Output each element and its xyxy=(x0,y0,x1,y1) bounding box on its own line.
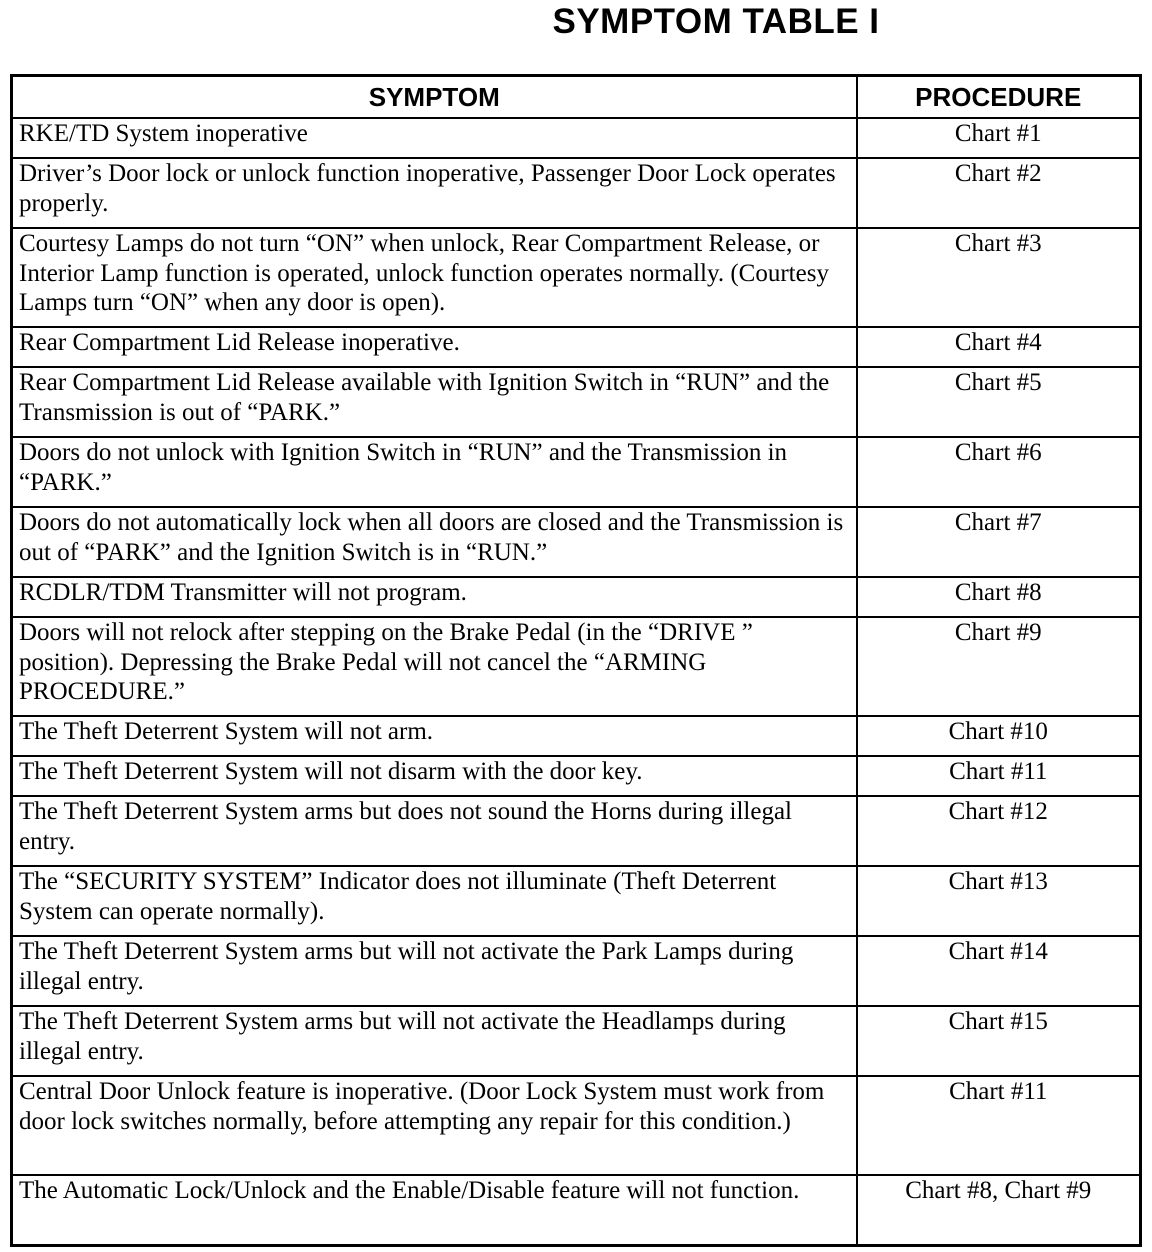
table-row xyxy=(12,796,1141,866)
symptom-cell: Rear Compartment Lid Release available with Ignition Switch in “RUN” and the Transmission is out of “PARK.” xyxy=(12,367,857,437)
table-row xyxy=(12,716,1141,756)
procedure-cell: Chart #9 xyxy=(857,617,1141,716)
symptom-cell: The Automatic Lock/Unlock and the Enable/Disable feature will not function. xyxy=(12,1175,857,1245)
table-row xyxy=(12,437,1141,507)
procedure-cell: Chart #5 xyxy=(857,367,1141,437)
symptom-cell: RCDLR/TDM Transmitter will not program. xyxy=(12,577,857,617)
symptom-cell: The Theft Deterrent System arms but does not sound the Horns during illegal entry. xyxy=(12,796,857,866)
table-row xyxy=(12,1006,1141,1076)
symptom-cell: The Theft Deterrent System arms but will not activate the Park Lamps during illegal entry. xyxy=(12,936,857,1006)
procedure-cell: Chart #3 xyxy=(857,228,1141,327)
table-row xyxy=(12,228,1141,327)
symptom-cell: RKE/TD System inoperative xyxy=(12,118,857,158)
table-row xyxy=(12,327,1141,367)
symptom-cell: The Theft Deterrent System arms but will not activate the Headlamps during illegal entry. xyxy=(12,1006,857,1076)
table-row xyxy=(12,577,1141,617)
procedure-cell: Chart #13 xyxy=(857,866,1141,936)
table-row xyxy=(12,617,1141,716)
table-row xyxy=(12,367,1141,437)
symptom-cell: Doors do not automatically lock when all doors are closed and the Transmission is out of “PARK” and the Ignition Switch is in “RUN.” xyxy=(12,507,857,577)
procedure-cell: Chart #15 xyxy=(857,1006,1141,1076)
table-row xyxy=(12,1175,1141,1245)
procedure-cell: Chart #10 xyxy=(857,716,1141,756)
table-header xyxy=(12,76,1141,119)
symptom-cell: Rear Compartment Lid Release inoperative. xyxy=(12,327,857,367)
procedure-cell: Chart #11 xyxy=(857,1076,1141,1175)
table-row xyxy=(12,507,1141,577)
symptom-cell: Doors will not relock after stepping on the Brake Pedal (in the “DRIVE ” position). Depressing the Brake Pedal will not cancel the “ARMING PROCEDURE.” xyxy=(12,617,857,716)
procedure-cell: Chart #8 xyxy=(857,577,1141,617)
procedure-cell: Chart #2 xyxy=(857,158,1141,228)
table-row xyxy=(12,118,1141,158)
procedure-cell: Chart #1 xyxy=(857,118,1141,158)
symptom-cell: Driver’s Door lock or unlock function inoperative, Passenger Door Lock operates properly. xyxy=(12,158,857,228)
symptom-table xyxy=(10,74,1142,1247)
procedure-cell: Chart #14 xyxy=(857,936,1141,1006)
symptom-cell: Courtesy Lamps do not turn “ON” when unlock, Rear Compartment Release, or Interior Lamp function is operated, unlock function operates normally. (Courtesy Lamps turn “ON” when any door is open). xyxy=(12,228,857,327)
procedure-cell: Chart #12 xyxy=(857,796,1141,866)
symptom-cell: Doors do not unlock with Ignition Switch in “RUN” and the Transmission in “PARK.” xyxy=(12,437,857,507)
procedure-cell: Chart #6 xyxy=(857,437,1141,507)
procedure-cell: Chart #8, Chart #9 xyxy=(857,1175,1141,1245)
symptom-cell: The Theft Deterrent System will not disarm with the door key. xyxy=(12,756,857,796)
table-row xyxy=(12,866,1141,936)
symptom-cell: The “SECURITY SYSTEM” Indicator does not illuminate (Theft Deterrent System can operate normally). xyxy=(12,866,857,936)
symptom-cell: Central Door Unlock feature is inoperative. (Door Lock System must work from door lock switches normally, before attempting any repair for this condition.) xyxy=(12,1076,857,1175)
table-row xyxy=(12,158,1141,228)
symptom-column-header: SYMPTOM xyxy=(12,76,857,119)
procedure-column-header: PROCEDURE xyxy=(857,76,1141,119)
header-row xyxy=(12,76,1141,119)
procedure-cell: Chart #4 xyxy=(857,327,1141,367)
page-title: SYMPTOM TABLE I xyxy=(552,2,880,41)
table-row xyxy=(12,756,1141,796)
symptom-cell: The Theft Deterrent System will not arm. xyxy=(12,716,857,756)
procedure-cell: Chart #11 xyxy=(857,756,1141,796)
table-row xyxy=(12,1076,1141,1175)
procedure-cell: Chart #7 xyxy=(857,507,1141,577)
table-row xyxy=(12,936,1141,1006)
